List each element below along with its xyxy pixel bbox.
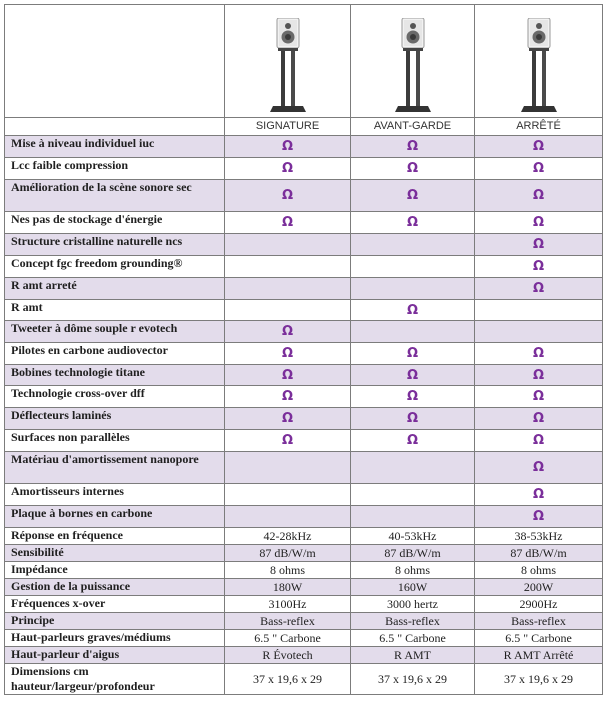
spec-value-avant-garde: 87 dB/W/m bbox=[351, 545, 475, 562]
feature-row bbox=[5, 278, 603, 300]
row-label: Déflecteurs laminés bbox=[5, 408, 225, 430]
omega-icon: Ω bbox=[532, 215, 545, 230]
feature-cell-arrete bbox=[475, 430, 603, 452]
omega-icon: Ω bbox=[281, 389, 294, 404]
feature-row bbox=[5, 234, 603, 256]
feature-cell-signature bbox=[225, 343, 351, 365]
feature-cell-avant-garde bbox=[351, 180, 475, 212]
names-corner-cell bbox=[5, 118, 225, 136]
corner-cell bbox=[5, 5, 225, 118]
spec-value-avant-garde: 37 x 19,6 x 29 bbox=[351, 664, 475, 695]
omega-icon: Ω bbox=[406, 139, 419, 154]
feature-cell-avant-garde bbox=[351, 256, 475, 278]
spec-row bbox=[5, 647, 603, 664]
product-images-row bbox=[5, 5, 603, 118]
spec-row bbox=[5, 579, 603, 596]
omega-icon: Ω bbox=[281, 433, 294, 448]
feature-cell-arrete bbox=[475, 321, 603, 343]
spec-value-arrete: 6.5 " Carbone bbox=[475, 630, 603, 647]
omega-icon: Ω bbox=[406, 302, 419, 318]
omega-icon: Ω bbox=[532, 161, 545, 176]
omega-icon: Ω bbox=[532, 237, 545, 252]
feature-row bbox=[5, 256, 603, 278]
feature-row bbox=[5, 136, 603, 158]
omega-icon: Ω bbox=[281, 346, 294, 361]
speaker-stand-image bbox=[393, 18, 433, 114]
feature-cell-arrete bbox=[475, 484, 603, 506]
row-label: Structure cristalline naturelle ncs bbox=[5, 234, 225, 256]
speaker-stand-image bbox=[268, 18, 308, 114]
row-label: Principe bbox=[5, 613, 225, 630]
spec-value-arrete: 37 x 19,6 x 29 bbox=[475, 664, 603, 695]
row-label: Sensibilité bbox=[5, 545, 225, 562]
feature-cell-signature bbox=[225, 484, 351, 506]
spec-value-signature: 6.5 " Carbone bbox=[225, 630, 351, 647]
feature-cell-avant-garde bbox=[351, 234, 475, 256]
feature-cell-arrete bbox=[475, 506, 603, 528]
spec-value-avant-garde: 6.5 " Carbone bbox=[351, 630, 475, 647]
feature-cell-signature bbox=[225, 256, 351, 278]
row-label: Bobines technologie titane bbox=[5, 365, 225, 386]
spec-value-arrete: 8 ohms bbox=[475, 562, 603, 579]
feature-cell-arrete bbox=[475, 343, 603, 365]
row-label: Tweeter à dôme souple r evotech bbox=[5, 321, 225, 343]
row-label: Plaque à bornes en carbone bbox=[5, 506, 225, 528]
feature-cell-arrete bbox=[475, 408, 603, 430]
omega-icon: Ω bbox=[532, 487, 545, 502]
spec-row bbox=[5, 664, 603, 695]
row-label: Lcc faible compression bbox=[5, 158, 225, 180]
spec-value-avant-garde: 3000 hertz bbox=[351, 596, 475, 613]
row-label: Amélioration de la scène sonore sec bbox=[5, 180, 225, 212]
omega-icon: Ω bbox=[532, 411, 545, 426]
column-header-arrete: ARRÊTÉ bbox=[475, 118, 603, 136]
feature-cell-arrete bbox=[475, 212, 603, 234]
omega-icon: Ω bbox=[406, 367, 419, 383]
feature-cell-signature bbox=[225, 452, 351, 484]
spec-value-avant-garde: 8 ohms bbox=[351, 562, 475, 579]
row-label: Nes pas de stockage d'énergie bbox=[5, 212, 225, 234]
spec-value-signature: R Évotech bbox=[225, 647, 351, 664]
product-image-arrete bbox=[475, 5, 603, 118]
row-label: Pilotes en carbone audiovector bbox=[5, 343, 225, 365]
omega-icon: Ω bbox=[532, 346, 545, 361]
omega-icon: Ω bbox=[532, 367, 545, 383]
omega-icon: Ω bbox=[281, 215, 294, 230]
row-label: Haut-parleur d'aigus bbox=[5, 647, 225, 664]
row-label: Réponse en fréquence bbox=[5, 528, 225, 545]
feature-row bbox=[5, 506, 603, 528]
spec-row bbox=[5, 528, 603, 545]
feature-cell-arrete bbox=[475, 256, 603, 278]
feature-cell-arrete bbox=[475, 278, 603, 300]
row-label: R amt bbox=[5, 300, 225, 321]
spec-row bbox=[5, 630, 603, 647]
feature-cell-arrete bbox=[475, 136, 603, 158]
spec-value-signature: 3100Hz bbox=[225, 596, 351, 613]
column-header-avant-garde: AVANT-GARDE bbox=[351, 118, 475, 136]
omega-icon: Ω bbox=[281, 324, 294, 339]
omega-icon: Ω bbox=[532, 188, 545, 203]
omega-icon: Ω bbox=[532, 460, 545, 475]
spec-value-signature: 87 dB/W/m bbox=[225, 545, 351, 562]
feature-cell-avant-garde bbox=[351, 278, 475, 300]
feature-cell-signature bbox=[225, 212, 351, 234]
comparison-table bbox=[4, 4, 603, 695]
feature-cell-arrete bbox=[475, 158, 603, 180]
omega-icon: Ω bbox=[406, 433, 419, 448]
feature-cell-signature bbox=[225, 408, 351, 430]
omega-icon: Ω bbox=[406, 215, 419, 230]
row-label: Mise à niveau individuel iuc bbox=[5, 136, 225, 158]
omega-icon: Ω bbox=[281, 188, 294, 203]
speaker-stand-image bbox=[519, 18, 559, 114]
feature-cell-avant-garde bbox=[351, 452, 475, 484]
feature-cell-avant-garde bbox=[351, 212, 475, 234]
spec-value-arrete: Bass-reflex bbox=[475, 613, 603, 630]
feature-cell-avant-garde bbox=[351, 158, 475, 180]
omega-icon: Ω bbox=[281, 139, 294, 154]
omega-icon: Ω bbox=[532, 259, 545, 274]
spec-row bbox=[5, 596, 603, 613]
feature-cell-arrete bbox=[475, 452, 603, 484]
spec-value-arrete: 2900Hz bbox=[475, 596, 603, 613]
feature-cell-signature bbox=[225, 506, 351, 528]
row-label: Amortisseurs internes bbox=[5, 484, 225, 506]
spec-value-avant-garde: R AMT bbox=[351, 647, 475, 664]
product-image-signature bbox=[225, 5, 351, 118]
feature-cell-signature bbox=[225, 180, 351, 212]
feature-cell-arrete bbox=[475, 365, 603, 386]
feature-row bbox=[5, 343, 603, 365]
feature-row bbox=[5, 484, 603, 506]
spec-row bbox=[5, 562, 603, 579]
feature-cell-avant-garde bbox=[351, 343, 475, 365]
row-label: Surfaces non parallèles bbox=[5, 430, 225, 452]
feature-row bbox=[5, 321, 603, 343]
feature-cell-avant-garde bbox=[351, 430, 475, 452]
feature-cell-signature bbox=[225, 365, 351, 386]
row-label: Technologie cross-over dff bbox=[5, 386, 225, 408]
row-label: Impédance bbox=[5, 562, 225, 579]
feature-cell-avant-garde bbox=[351, 484, 475, 506]
feature-cell-avant-garde bbox=[351, 321, 475, 343]
omega-icon: Ω bbox=[532, 281, 545, 296]
row-label: R amt arreté bbox=[5, 278, 225, 300]
spec-value-arrete: R AMT Arrêté bbox=[475, 647, 603, 664]
comparison-table-body bbox=[5, 5, 603, 695]
row-label: Gestion de la puissance bbox=[5, 579, 225, 596]
spec-value-avant-garde: Bass-reflex bbox=[351, 613, 475, 630]
omega-icon: Ω bbox=[532, 389, 545, 404]
spec-value-signature: 180W bbox=[225, 579, 351, 596]
feature-cell-signature bbox=[225, 300, 351, 321]
feature-row bbox=[5, 158, 603, 180]
product-image-avant-garde bbox=[351, 5, 475, 118]
column-header-signature: SIGNATURE bbox=[225, 118, 351, 136]
spec-value-arrete: 200W bbox=[475, 579, 603, 596]
omega-icon: Ω bbox=[406, 411, 419, 426]
omega-icon: Ω bbox=[532, 139, 545, 154]
feature-row bbox=[5, 452, 603, 484]
feature-cell-signature bbox=[225, 158, 351, 180]
omega-icon: Ω bbox=[281, 367, 294, 383]
omega-icon: Ω bbox=[406, 346, 419, 361]
feature-cell-signature bbox=[225, 136, 351, 158]
feature-cell-avant-garde bbox=[351, 506, 475, 528]
feature-cell-arrete bbox=[475, 180, 603, 212]
feature-row bbox=[5, 212, 603, 234]
row-label: Matériau d'amortissement nanopore bbox=[5, 452, 225, 484]
omega-icon: Ω bbox=[281, 411, 294, 426]
feature-cell-signature bbox=[225, 234, 351, 256]
spec-row bbox=[5, 545, 603, 562]
omega-icon: Ω bbox=[406, 389, 419, 404]
spec-value-signature: Bass-reflex bbox=[225, 613, 351, 630]
omega-icon: Ω bbox=[532, 433, 545, 448]
feature-cell-avant-garde bbox=[351, 408, 475, 430]
row-label: Dimensions cm hauteur/largeur/profondeur bbox=[5, 664, 225, 695]
feature-cell-arrete bbox=[475, 386, 603, 408]
omega-icon: Ω bbox=[532, 509, 545, 524]
spec-value-signature: 37 x 19,6 x 29 bbox=[225, 664, 351, 695]
spec-value-signature: 8 ohms bbox=[225, 562, 351, 579]
feature-row bbox=[5, 430, 603, 452]
feature-cell-avant-garde bbox=[351, 386, 475, 408]
row-label: Haut-parleurs graves/médiums bbox=[5, 630, 225, 647]
spec-value-signature: 42-28kHz bbox=[225, 528, 351, 545]
spec-value-arrete: 38-53kHz bbox=[475, 528, 603, 545]
feature-cell-signature bbox=[225, 321, 351, 343]
spec-row bbox=[5, 613, 603, 630]
feature-cell-signature bbox=[225, 386, 351, 408]
omega-icon: Ω bbox=[406, 161, 419, 176]
feature-row bbox=[5, 408, 603, 430]
spec-value-avant-garde: 40-53kHz bbox=[351, 528, 475, 545]
feature-row bbox=[5, 386, 603, 408]
feature-cell-arrete bbox=[475, 300, 603, 321]
feature-cell-signature bbox=[225, 430, 351, 452]
feature-row bbox=[5, 365, 603, 386]
feature-cell-arrete bbox=[475, 234, 603, 256]
omega-icon: Ω bbox=[281, 161, 294, 176]
feature-cell-avant-garde bbox=[351, 300, 475, 321]
row-label: Fréquences x-over bbox=[5, 596, 225, 613]
spec-value-arrete: 87 dB/W/m bbox=[475, 545, 603, 562]
feature-cell-signature bbox=[225, 278, 351, 300]
product-names-row bbox=[5, 118, 603, 136]
feature-row bbox=[5, 300, 603, 321]
feature-row bbox=[5, 180, 603, 212]
feature-cell-avant-garde bbox=[351, 365, 475, 386]
row-label: Concept fgc freedom grounding® bbox=[5, 256, 225, 278]
feature-cell-avant-garde bbox=[351, 136, 475, 158]
spec-value-avant-garde: 160W bbox=[351, 579, 475, 596]
omega-icon: Ω bbox=[406, 188, 419, 203]
